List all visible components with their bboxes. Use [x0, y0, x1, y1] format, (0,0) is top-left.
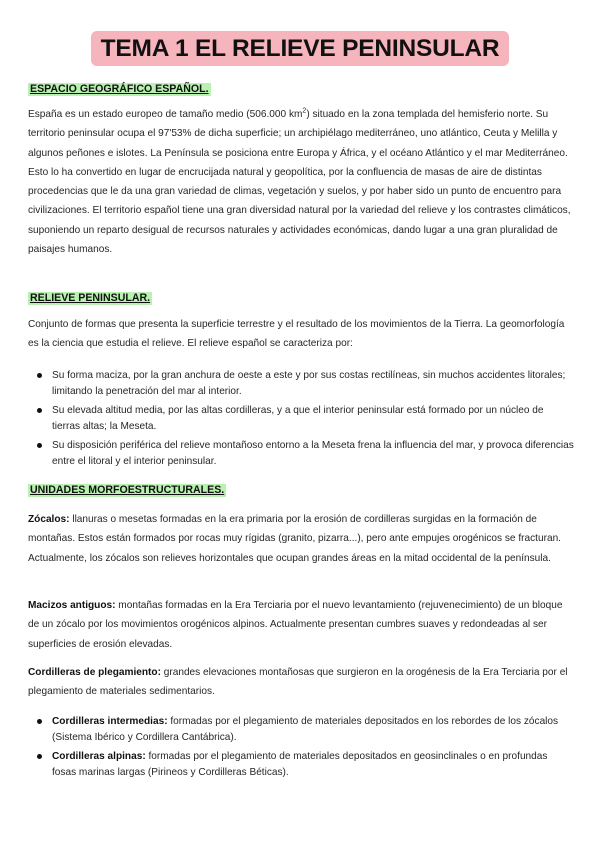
bullet-text: Su elevada altitud media, por las altas cordilleras, y a que el interior peninsular está formado por un núcleo de tierras altas; la Meseta.	[52, 404, 544, 432]
paragraph-zocalos	[28, 510, 574, 568]
list-item	[28, 714, 574, 746]
cordilleras-intermedias-text: formadas por el plegamiento de materiales depositados en los rebordes de los zócalos (Sistema Ibérico y Cordillera Cantábrica).	[52, 716, 559, 743]
heading-unidades-morfoestructurales: UNIDADES MORFOESTRUCTURALES.	[30, 484, 225, 496]
paragraph-macizos	[28, 596, 574, 654]
list-item	[28, 368, 574, 400]
bullet-icon	[37, 408, 42, 413]
term-cordilleras: Cordilleras de plegamiento:	[28, 667, 161, 678]
bullet-icon	[37, 443, 42, 448]
macizos-text: montañas formadas en la Era Terciaria por el nuevo levantamiento (rejuvenecimiento) de un bloque de un zócalo por los movimientos orogénicos alpinos. Actualmente presentan cumbres suaves y redondeadas al ser superficies de erosión elevadas.	[28, 600, 563, 650]
list-item	[28, 403, 574, 435]
title-wrapper	[0, 31, 600, 66]
cordilleras-alpinas-text: formadas por el plegamiento de materiales depositados en geosinclinales o en profundas fosas marinas largas (Pirineos y Cordilleras Béticas).	[52, 750, 548, 778]
page-title: TEMA 1 EL RELIEVE PENINSULAR	[91, 31, 510, 66]
paragraph-cordilleras	[28, 663, 574, 702]
relieve-bullet-list	[28, 368, 574, 472]
term-cordilleras-intermedias: Cordilleras intermedias:	[52, 716, 168, 727]
bullet-text: Su disposición periférica del relieve montañoso entorno a la Meseta frena la influencia del mar, y provoca diferencias entre el litoral y el interior peninsular.	[52, 439, 574, 467]
superscript-2: 2	[302, 107, 307, 115]
term-zocalos: Zócalos:	[28, 514, 70, 525]
cordilleras-text: grandes elevaciones montañosas que surgieron en la orogénesis de la Era Terciaria por el plegamiento de materiales sedimentarios.	[28, 667, 568, 698]
term-macizos: Macizos antiguos:	[28, 600, 116, 611]
bullet-text: Su forma maciza, por la gran anchura de oeste a este y por sus costas rectilíneas, sin muchos accidentes litorales; limitando la penetración del mar al interior.	[52, 370, 566, 397]
term-cordilleras-alpinas: Cordilleras alpinas:	[52, 750, 146, 762]
heading-relieve-peninsular: RELIEVE PENINSULAR.	[30, 292, 151, 304]
list-item	[28, 438, 574, 470]
bullet-icon	[37, 754, 42, 759]
bullet-icon	[37, 719, 42, 724]
bullet-icon	[37, 373, 42, 378]
list-item	[28, 749, 574, 781]
espacio-text-end: ) situado en la zona templada del hemisferio norte. Su territorio peninsular ocupa el 97'53% de dicha superficie; un archipiélago mediterráneo, uno atlántico, Ceuta y Melilla y algunos peñones e islotes. La Península se posiciona entre Europa y África, y el océano Atlántico y el mar Mediterráneo. Esto lo ha convertido en lugar de encrucijada natural y geopolítica, por la confluencia de masas de aire de distintas procedencias que le da una gran variedad de climas, vegetación y suelos, y por haber sido un punto de encuentro para civilizaciones. El territorio español tiene una gran diversidad natural por la variedad del relieve y los contrastes climáticos, suponiendo un reparto desigual de recursos naturales y actividades económicas, dando lugar a una gran pluralidad de paisajes humanos.	[28, 109, 571, 256]
espacio-text-start: España es un estado europeo de tamaño medio (506.000 km	[28, 109, 303, 120]
paragraph-relieve-intro: Conjunto de formas que presenta la superficie terrestre y el resultado de los movimientos de la Tierra. La geomorfología es la ciencia que estudia el relieve. El relieve español se caracteriza por:	[28, 319, 565, 350]
heading-espacio-geografico: ESPACIO GEOGRÁFICO ESPAÑOL.	[30, 83, 209, 95]
zocalos-text: llanuras o mesetas formadas en la era primaria por la erosión de cordilleras surgidas en la formación de montañas. Estos están formados por rocas muy rígidas (granito, pizarra...), pero ante empujes orogénicos se fracturan. Actualmente, los zócalos son relieves horizontales que ocupan grandes áreas en la mitad occidental de la península.	[28, 514, 561, 564]
cordilleras-bullet-list	[28, 714, 574, 784]
paragraph-espacio-geografico	[28, 105, 574, 259]
